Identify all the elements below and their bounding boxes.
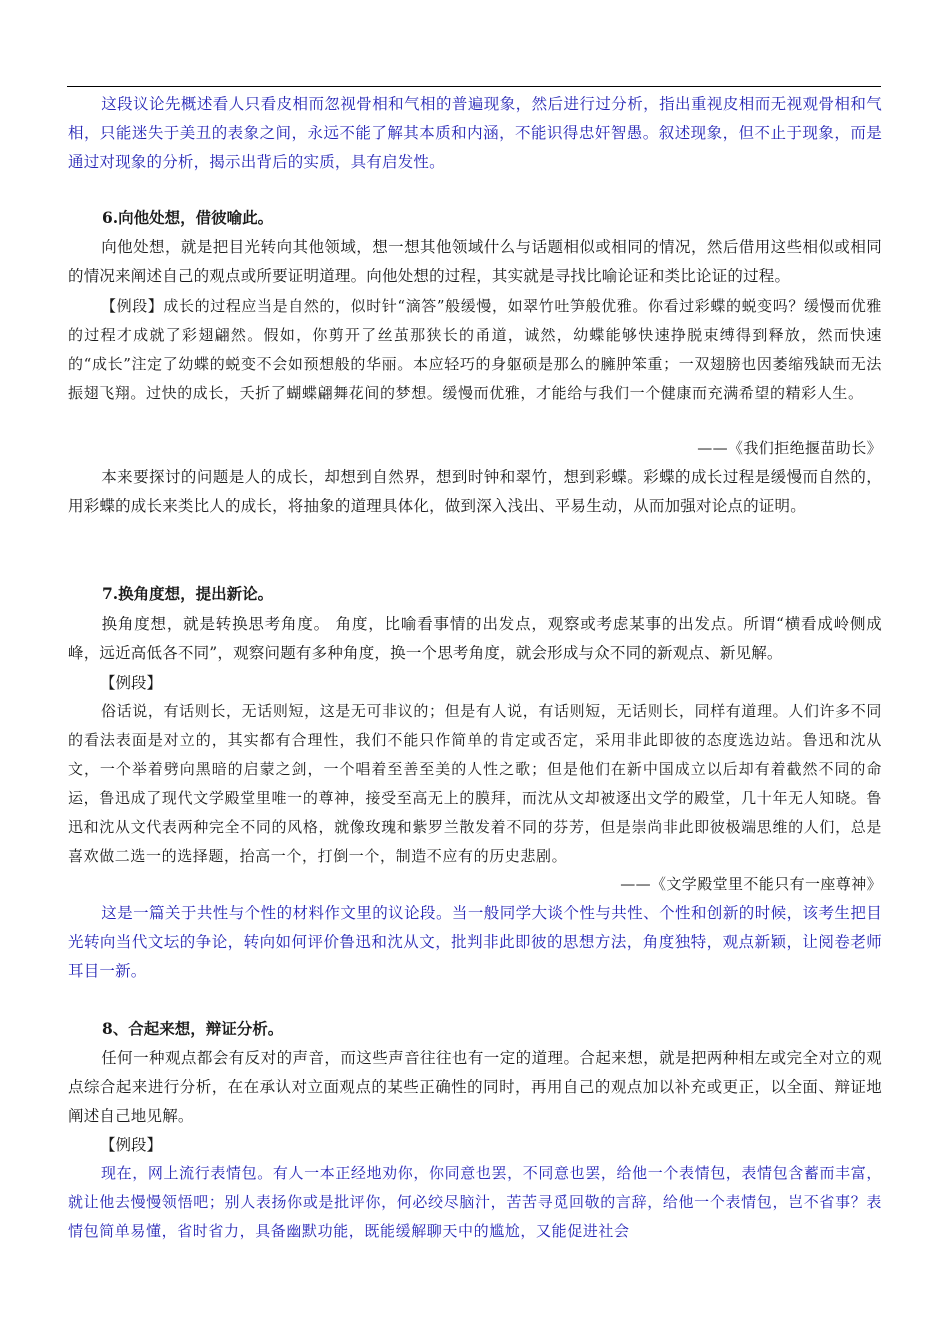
section-6-commentary: 本来要探讨的问题是人的成长，却想到自然界，想到时钟和翠竹，想到彩蝶。彩蝶的成长过程是缓慢而自然的，用彩蝶的成长来类比人的成长，将抽象的道理具体化，做到深入浅出、平易生动，从而加强对论点的证明。 <box>68 468 882 515</box>
section-7-example-label: 【例段】 <box>100 674 163 692</box>
section-8-heading: 8、合起来想，辩证分析。 <box>102 1019 284 1038</box>
intro-commentary: 这段议论先概述看人只看皮相而忽视骨相和气相的普遍现象，然后进行过分析，指出重视皮相而无视观骨相和气相，只能迷失于美丑的表象之间，永远不能了解其本质和内涵，不能识得忠奸智愚。叙述现象，但不止于现象，而是通过对现象的分析，揭示出背后的实质，具有启发性。 <box>68 95 882 171</box>
section-8-example-label: 【例段】 <box>100 1136 163 1154</box>
section-6-example: 【例段】成长的过程应当是自然的，似时针“滴答”般缓慢，如翠竹吐笋般优雅。你看过彩蝶的蜕变吗？缓慢而优雅的过程才成就了彩翅翩然。假如，你剪开了丝茧那狭长的甬道，诚然，幼蝶能够快速挣脱束缚得到释放，然而快速的“成长”注定了幼蝶的蜕变不会如预想般的华丽。本应轻巧的身躯硕是那么的臃肿笨重；一双翅膀也因萎缩残缺而无法振翅飞翔。过快的成长，夭折了蝴蝶翩舞花间的梦想。缓慢而优雅，才能给与我们一个健康而充满希望的精彩人生。 <box>68 297 882 402</box>
header-rule <box>67 86 881 87</box>
section-6-heading: 6.向他处想，借彼喻此。 <box>102 208 274 227</box>
section-7-source: ——《文学殿堂里不能只有一座尊神》 <box>620 875 882 893</box>
section-7-explanation: 换角度想，就是转换思考角度。 角度，比喻看事情的出发点，观察或考虑某事的出发点。所谓“横看成岭侧成峰，远近高低各不同”，观察问题有多种角度，换一个思考角度，就会形成与众不同的新观点、新见解。 <box>68 615 882 662</box>
section-8-example: 现在，网上流行表情包。有人一本正经地劝你，你同意也罢，不同意也罢，给他一个表情包，表情包含蓄而丰富，就让他去慢慢领悟吧；别人表扬你或是批评你，何必绞尽脑汁，苦苦寻觅回敬的言辞，给他一个表情包，岂不省事？表情包简单易懂，省时省力，具备幽默功能，既能缓解聊天中的尴尬，又能促进社会 <box>68 1164 882 1240</box>
section-7-example: 俗话说，有话则长，无话则短，这是无可非议的；但是有人说，有话则短，无话则长，同样有道理。人们许多不同的看法表面是对立的，其实都有合理性，我们不能只作简单的肯定或否定，采用非此即彼的态度选边站。鲁迅和沈从文，一个举着劈向黑暗的启蒙之剑，一个唱着至善至美的人性之歌；但是他们在新中国成立以后却有着截然不同的命运，鲁迅成了现代文学殿堂里唯一的尊神，接受至高无上的膜拜，而沈从文却被逐出文学的殿堂，几十年无人知晓。鲁迅和沈从文代表两种完全不同的风格，就像玫瑰和紫罗兰散发着不同的芬芳，但是崇尚非此即彼极端思维的人们，总是喜欢做二选一的选择题，抬高一个，打倒一个，制造不应有的历史悲剧。 <box>68 702 882 865</box>
section-6-source: ——《我们拒绝揠苗助长》 <box>697 439 882 457</box>
section-7-heading: 7.换角度想，提出新论。 <box>102 584 274 603</box>
section-8-explanation: 任何一种观点都会有反对的声音，而这些声音往往也有一定的道理。合起来想，就是把两种相左或完全对立的观点综合起来进行分析，在在承认对立面观点的某些正确性的同时，再用自己的观点加以补充或更正，以全面、辩证地阐述自己地见解。 <box>68 1049 882 1125</box>
section-6-explanation: 向他处想，就是把目光转向其他领域，想一想其他领域什么与话题相似或相同的情况，然后借用这些相似或相同的情况来阐述自己的观点或所要证明道理。向他处想的过程，其实就是寻找比喻论证和类比论证的过程。 <box>68 238 882 285</box>
section-7-commentary: 这是一篇关于共性与个性的材料作文里的议论段。当一般同学大谈个性与共性、个性和创新的时候，该考生把目光转向当代文坛的争论，转向如何评价鲁迅和沈从文，批判非此即彼的思想方法，角度独特，观点新颖，让阅卷老师耳目一新。 <box>68 904 882 980</box>
